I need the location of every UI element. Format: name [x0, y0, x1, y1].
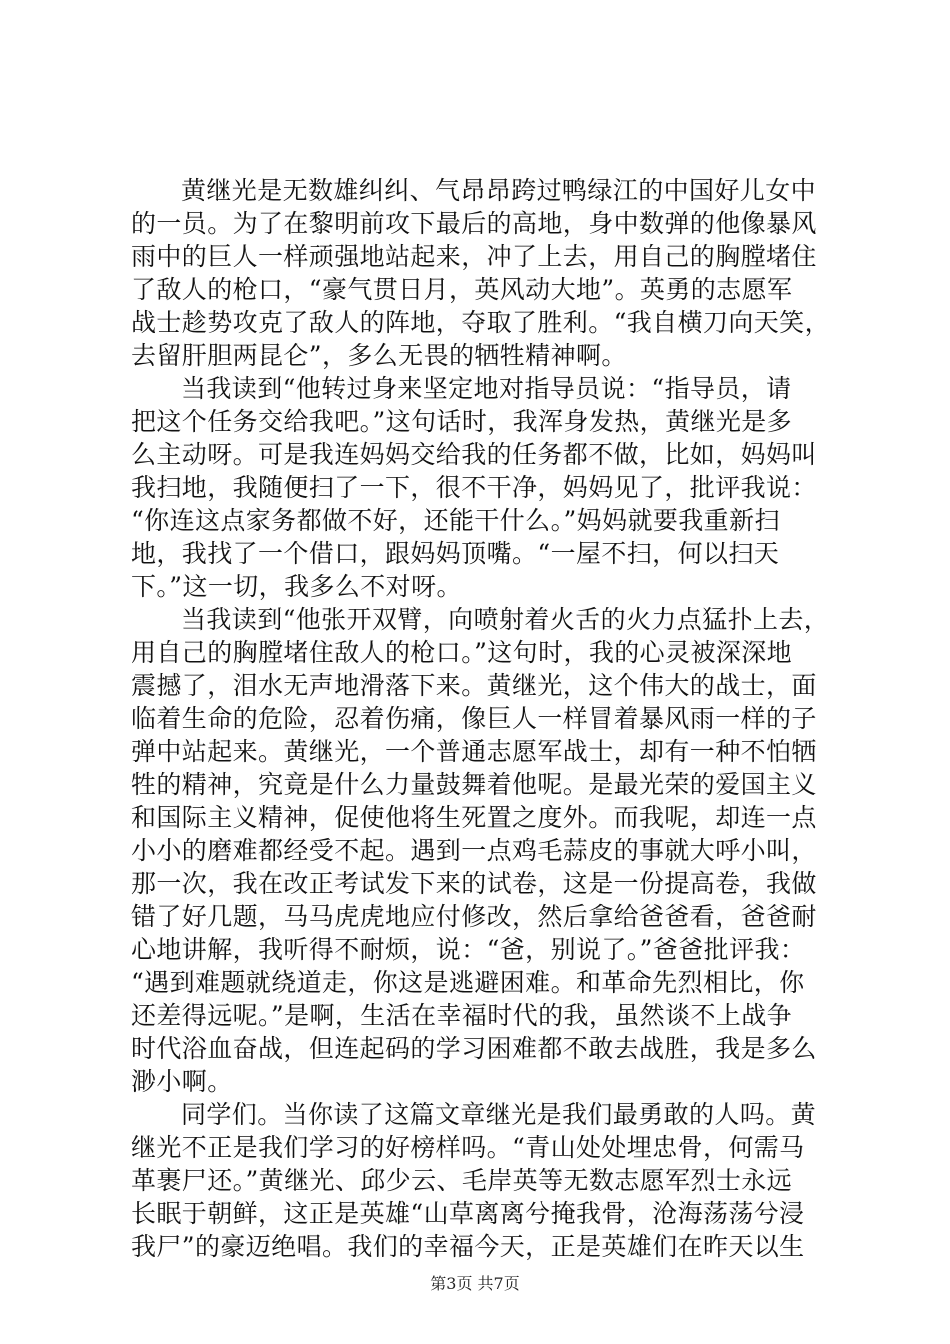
page-number-label: 第3页 共7页 — [430, 1274, 520, 1293]
text-line: 牲的精神，究竟是什么力量鼓舞着他呢。是最光荣的爱国主义 — [131, 770, 817, 799]
page-footer — [0, 1274, 950, 1294]
text-line: 我尸”的豪迈绝唱。我们的幸福今天，正是英雄们在昨天以生 — [131, 1232, 805, 1261]
text-line: 继光不正是我们学习的好榜样吗。“青山处处埋忠骨，何需马 — [131, 1133, 805, 1162]
text-line: 心地讲解，我听得不耐烦，说：“爸，别说了。”爸爸批评我： — [131, 935, 806, 964]
text-line: 黄继光是无数雄纠纠、气昂昂跨过鸭绿江的中国好儿女中 — [181, 176, 817, 205]
text-line: 地，我找了一个借口，跟妈妈顶嘴。“一屋不扫，何以扫天 — [131, 539, 780, 568]
text-line: 战士趁势攻克了敌人的阵地，夺取了胜利。“我自横刀向天笑， — [131, 308, 830, 337]
text-line: 下。”这一切，我多么不对呀。 — [131, 572, 462, 601]
text-line: 同学们。当你读了这篇文章继光是我们最勇敢的人吗。黄 — [181, 1100, 817, 1129]
text-line: 小小的磨难都经受不起。遇到一点鸡毛蒜皮的事就大呼小叫， — [131, 836, 817, 865]
body-text — [131, 174, 835, 1263]
text-line: 时代浴血奋战，但连起码的学习困难都不敢去战胜，我是多么 — [131, 1034, 817, 1063]
text-line: 去留肝胆两昆仑”，多么无畏的牺牲精神啊。 — [131, 341, 627, 370]
text-line: 革裹尸还。”黄继光、邱少云、毛岸英等无数志愿军烈士永远 — [131, 1166, 793, 1195]
text-line: 么主动呀。可是我连妈妈交给我的任务都不做，比如，妈妈叫 — [131, 440, 817, 469]
text-line: 渺小啊。 — [131, 1067, 233, 1096]
text-line: 当我读到“他转过身来坚定地对指导员说：“指导员，请 — [181, 374, 792, 403]
text-line: 震撼了，泪水无声地滑落下来。黄继光，这个伟大的战士，面 — [131, 671, 817, 700]
text-line: 雨中的巨人一样顽强地站起来，冲了上去，用自己的胸膛堵住 — [131, 242, 817, 271]
text-line: 把这个任务交给我吧。”这句话时，我浑身发热，黄继光是多 — [131, 407, 793, 436]
text-line: 还差得远呢。”是啊，生活在幸福时代的我，虽然谈不上战争 — [131, 1001, 793, 1030]
text-line: “你连这点家务都做不好，还能干什么。”妈妈就要我重新扫 — [131, 506, 780, 535]
text-line: 弹中站起来。黄继光，一个普通志愿军战士，却有一种不怕牺 — [131, 737, 817, 766]
text-line: 长眠于朝鲜，这正是英雄“山草离离兮掩我骨，沧海荡荡兮浸 — [131, 1199, 805, 1228]
text-line: 和国际主义精神，促使他将生死置之度外。而我呢，却连一点 — [131, 803, 817, 832]
text-line: 那一次，我在改正考试发下来的试卷，这是一份提高卷，我做 — [131, 869, 817, 898]
text-line: 用自己的胸膛堵住敌人的枪口。”这句时，我的心灵被深深地 — [131, 638, 793, 667]
text-line: 临着生命的危险，忍着伤痛，像巨人一样冒着暴风雨一样的子 — [131, 704, 817, 733]
text-line: 我扫地，我随便扫了一下，很不干净，妈妈见了，批评我说： — [131, 473, 817, 502]
text-line: 错了好几题，马马虎虎地应付修改，然后拿给爸爸看，爸爸耐 — [131, 902, 817, 931]
text-line: 的一员。为了在黎明前攻下最后的高地，身中数弹的他像暴风 — [131, 209, 817, 238]
text-line: 了敌人的枪口，“豪气贯日月，英风动大地”。英勇的志愿军 — [131, 275, 793, 304]
text-line: “遇到难题就绕道走，你这是逃避困难。和革命先烈相比，你 — [131, 968, 805, 997]
text-line: 当我读到“他张开双臂，向喷射着火舌的火力点猛扑上去， — [181, 605, 830, 634]
